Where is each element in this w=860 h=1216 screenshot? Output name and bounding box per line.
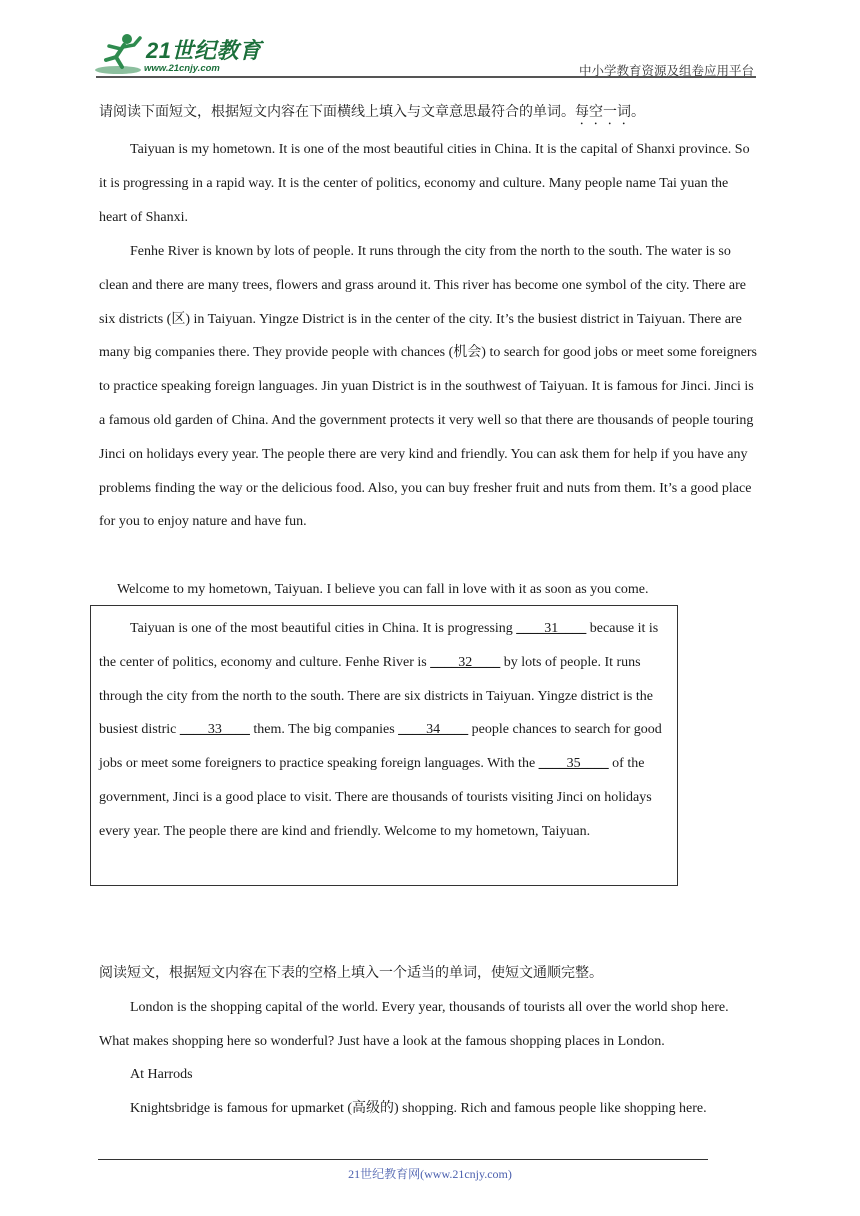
summary-text: [99, 612, 671, 849]
blank-31[interactable]: ____31____: [516, 621, 587, 636]
blank-33[interactable]: ____33____: [179, 722, 250, 738]
footer-divider: [98, 1159, 708, 1160]
section1-instruction: [99, 96, 757, 130]
passage-closing: Welcome to my hometown, Taiyuan. I believe you can fall in love with it as soon as you come.: [117, 582, 649, 597]
blank-34[interactable]: ____34____: [398, 722, 469, 738]
instruction-text: 请阅读下面短文，根据短文内容在下面横线上填入与文章意思最符合的单词。: [99, 105, 575, 120]
blank-35[interactable]: ____35____: [538, 756, 609, 772]
instruction-end: 。: [631, 105, 645, 120]
site-logo[interactable]: [94, 30, 264, 78]
summary-segment: because it is the center of politics, economy and culture. Fenhe River is: [99, 621, 659, 670]
summary-segment: of the government, Jinci is a good place to visit. There are thousands of tourists visiting Jinci on holidays every year. The people there are kind and friendly. Welcome to my hometown, Taiyuan.: [99, 756, 652, 839]
blank-32[interactable]: ____32____: [430, 654, 501, 670]
summary-box: [90, 605, 678, 886]
instruction-emphasis: 每空一词: [575, 105, 631, 120]
summary-segment: Taiyuan is one of the most beautiful cities in China. It is progressing: [130, 621, 517, 636]
logo-url: www.21cnjy.com: [144, 63, 220, 74]
logo-text: 21世纪教育: [146, 38, 262, 63]
section2-paragraph-1: London is the shopping capital of the world. Every year, thousands of tourists all over the world shop here. What makes shopping here so wonderful? Just have a look at the famous shopping places in London.: [99, 1000, 729, 1049]
section2-heading: At Harrods: [130, 1067, 193, 1082]
section2-paragraph-2: Knightsbridge is famous for upmarket (高级的) shopping. Rich and famous people like shopping here.: [130, 1101, 707, 1116]
summary-segment: by lots of people. It runs through the city from the north to the south. There are six districts in Taiyuan. Yingze district is the busiest distric: [99, 654, 653, 738]
platform-name: 中小学教育资源及组卷应用平台: [578, 64, 754, 78]
passage-paragraph-2: Fenhe River is known by lots of people. It runs through the city from the north to the south. The water is so clean and there are many trees, flowers and grass around it. This river has become one symbol of the city. There are six districts (区) in Taiyuan. Yingze District is in the center of the city. It’s the busiest district in Taiyuan. There are many big companies there. They provide people with chances (机会) to search for good jobs or meet some foreigners to practice speaking foreign languages. Jin yuan District is in the southwest of Taiyuan. It is famous for Jinci. Jinci is a famous old garden of China. And the government protects it very well so that there are thousands of people touring Jinci on holidays every year. The people there are very kind and friendly. You can ask them for help if you have any problems finding the way or the delicious food. Also, you can buy fresher fruit and nuts from them. It’s a good place for you to enjoy nature and have fun.: [99, 244, 757, 530]
page-header: [0, 0, 860, 80]
footer-link[interactable]: 21世纪教育网(www.21cnjy.com): [348, 1167, 512, 1181]
header-divider: [96, 76, 756, 78]
runner-logo-icon: [94, 30, 146, 76]
summary-segment: them. The big companies: [249, 722, 399, 738]
passage-paragraph-1: Taiyuan is my hometown. It is one of the most beautiful cities in China. It is the capital of Shanxi province. So it is progressing in a rapid way. It is the center of politics, economy and culture. Many people name Tai yuan the heart of Shanxi.: [99, 142, 750, 225]
section2-instruction: 阅读短文，根据短文内容在下表的空格上填入一个适当的单词，使短文通顺完整。: [99, 966, 603, 981]
summary-segment: people chances to search for good jobs or meet some foreigners to practice speaking foreign languages. With the: [99, 722, 662, 772]
